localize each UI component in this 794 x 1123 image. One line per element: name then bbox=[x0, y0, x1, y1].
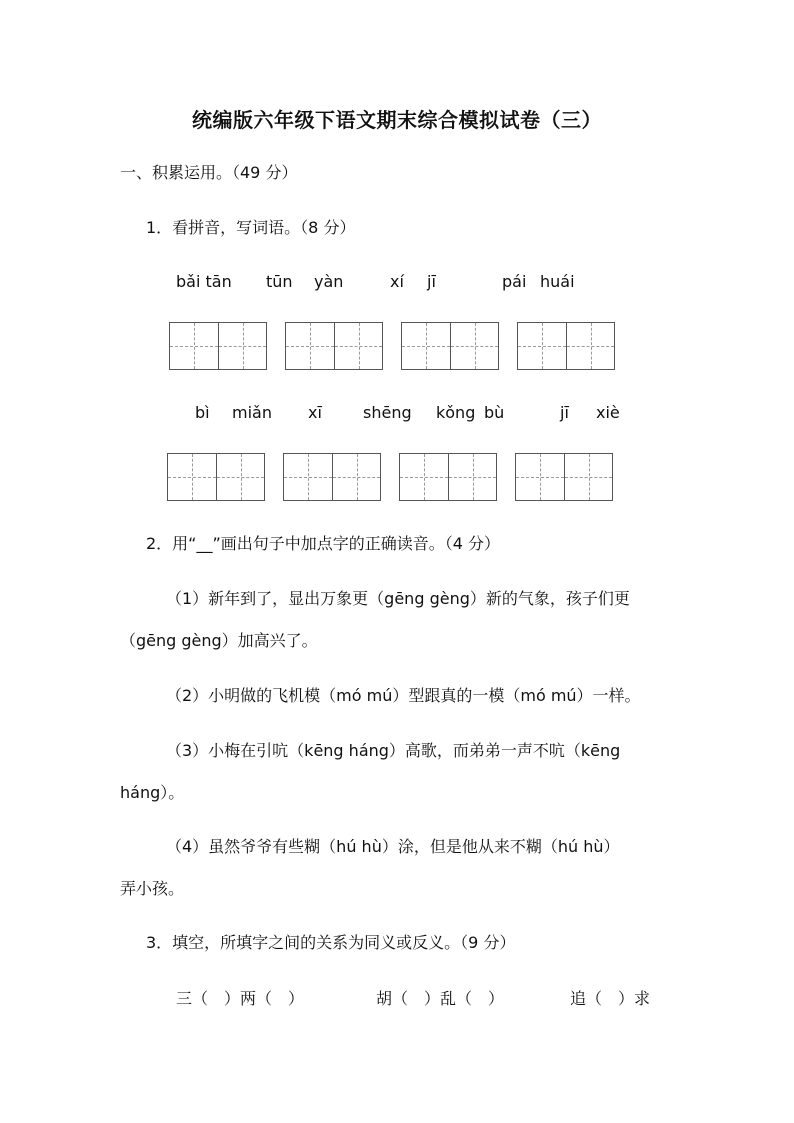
fill-blank-item: 追（ ）求 bbox=[570, 989, 651, 1008]
question-2-item: （1）新年到了，显出万象更（gēng gèng）新的气象，孩子们更 bbox=[166, 589, 630, 608]
grid-cell[interactable] bbox=[518, 323, 566, 369]
grid-cell[interactable] bbox=[216, 454, 264, 500]
writing-grid[interactable] bbox=[401, 322, 499, 370]
pinyin-label: kǒng bbox=[436, 403, 476, 422]
grid-cell[interactable] bbox=[170, 323, 218, 369]
question-2-item-cont: （gēng gèng）加高兴了。 bbox=[120, 631, 318, 650]
pinyin-label: bù bbox=[484, 403, 505, 422]
pinyin-label: pái bbox=[502, 272, 527, 291]
writing-grid[interactable] bbox=[517, 322, 615, 370]
pinyin-label: tūn bbox=[266, 272, 293, 291]
fill-blank-item: 三（ ）两（ ） bbox=[176, 989, 305, 1008]
writing-grid[interactable] bbox=[169, 322, 267, 370]
writing-grid[interactable] bbox=[515, 453, 613, 501]
grid-cell[interactable] bbox=[516, 454, 564, 500]
grid-cell[interactable] bbox=[566, 323, 614, 369]
pinyin-label: jī bbox=[560, 403, 569, 422]
grid-cell[interactable] bbox=[286, 323, 334, 369]
grid-cell[interactable] bbox=[332, 454, 380, 500]
question-1-prompt: 1．看拼音，写词语。（8 分） bbox=[146, 218, 356, 237]
writing-grid[interactable] bbox=[399, 453, 497, 501]
pinyin-label: jī bbox=[427, 272, 436, 291]
question-3-prompt: 3．填空，所填字之间的关系为同义或反义。（9 分） bbox=[146, 933, 516, 952]
question-2-item-cont: 弄小孩。 bbox=[120, 879, 185, 898]
pinyin-label: huái bbox=[540, 272, 575, 291]
grid-cell[interactable] bbox=[448, 454, 496, 500]
pinyin-label: bì bbox=[195, 403, 210, 422]
grid-cell[interactable] bbox=[334, 323, 382, 369]
section-heading: 一、积累运用。（49 分） bbox=[120, 163, 298, 182]
grid-cell[interactable] bbox=[168, 454, 216, 500]
grid-cell[interactable] bbox=[402, 323, 450, 369]
page-title: 统编版六年级下语文期末综合模拟试卷（三） bbox=[192, 108, 602, 132]
pinyin-label: yàn bbox=[314, 272, 344, 291]
pinyin-label: xí bbox=[390, 272, 404, 291]
question-2-item: （2）小明做的飞机模（mó mú）型跟真的一模（mó mú）一样。 bbox=[166, 686, 641, 705]
question-2-item: （3）小梅在引吭（kēng háng）高歌，而弟弟一声不吭（kēng bbox=[166, 741, 621, 760]
question-2-item: （4）虽然爷爷有些糊（hú hù）涂，但是他从来不糊（hú hù） bbox=[166, 837, 620, 856]
question-2-prompt: 2．用“__”画出句子中加点字的正确读音。（4 分） bbox=[146, 534, 501, 553]
writing-grid[interactable] bbox=[167, 453, 265, 501]
grid-cell[interactable] bbox=[400, 454, 448, 500]
pinyin-label: miǎn bbox=[232, 403, 272, 422]
pinyin-label: bǎi tān bbox=[176, 272, 232, 291]
grid-cell[interactable] bbox=[564, 454, 612, 500]
writing-grid[interactable] bbox=[283, 453, 381, 501]
question-2-item-cont: háng）。 bbox=[120, 783, 185, 802]
pinyin-label: xī bbox=[308, 403, 322, 422]
grid-cell[interactable] bbox=[218, 323, 266, 369]
grid-cell[interactable] bbox=[284, 454, 332, 500]
fill-blank-item: 胡（ ）乱（ ） bbox=[376, 989, 505, 1008]
grid-cell[interactable] bbox=[450, 323, 498, 369]
pinyin-label: xiè bbox=[596, 403, 620, 422]
pinyin-label: shēng bbox=[363, 403, 412, 422]
writing-grid[interactable] bbox=[285, 322, 383, 370]
